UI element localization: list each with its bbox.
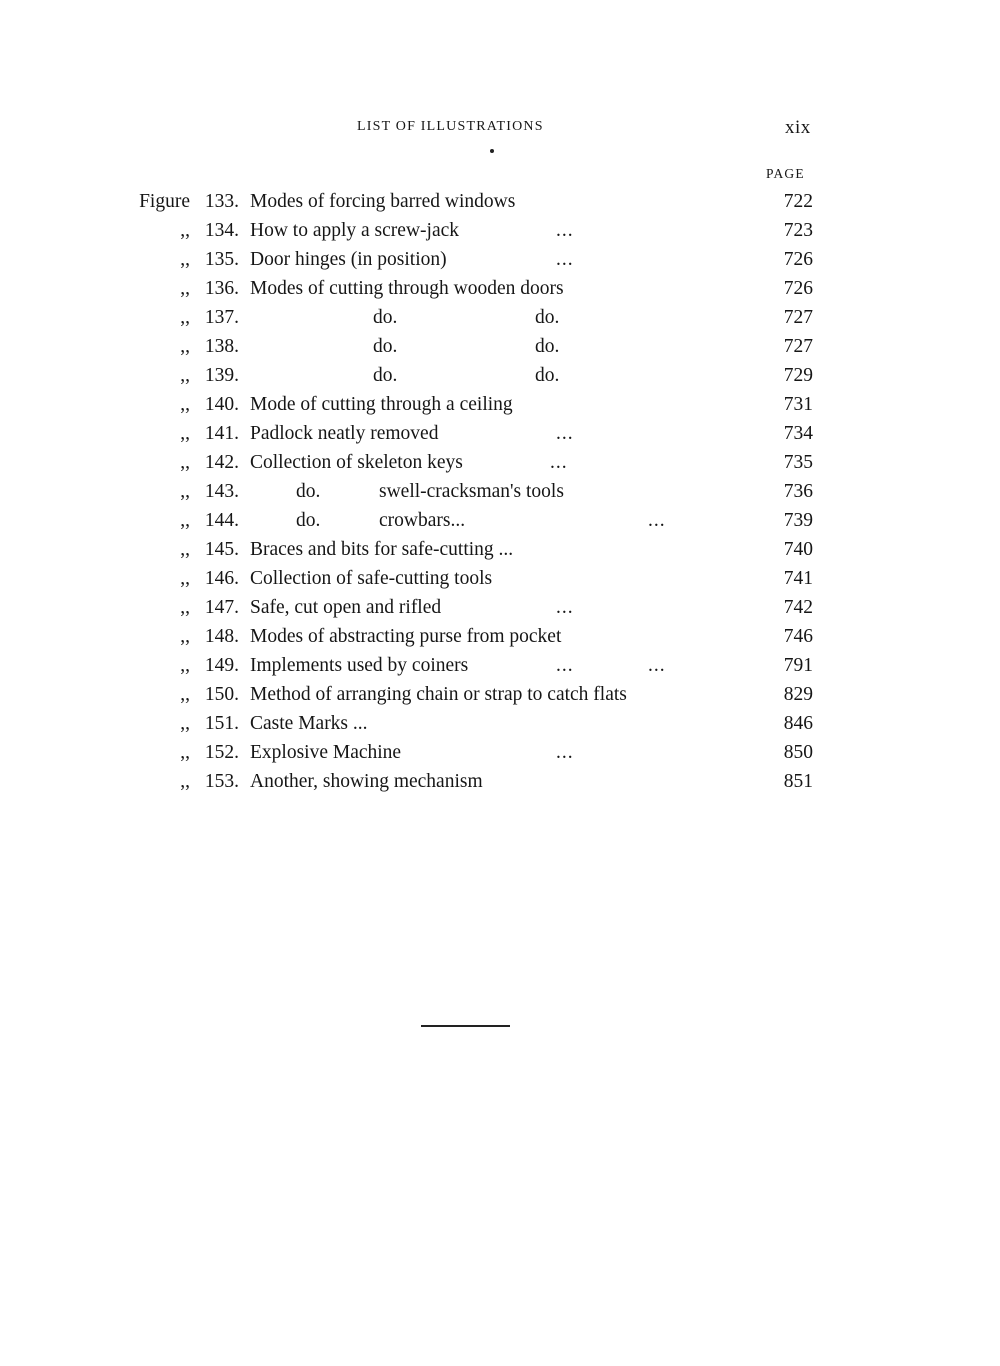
figure-prefix: ,, <box>180 365 190 386</box>
figure-number: 152. <box>204 742 239 763</box>
leader-dots: ... <box>550 452 568 473</box>
figure-prefix: ,, <box>180 742 190 763</box>
list-item <box>0 593 1000 622</box>
figure-prefix: ,, <box>180 452 190 473</box>
figure-number: 147. <box>204 597 239 618</box>
figure-title: Modes of abstracting purse from pocket <box>250 626 562 647</box>
list-item <box>0 680 1000 709</box>
page-reference: 742 <box>783 597 813 618</box>
list-item <box>0 303 1000 332</box>
figure-title: Padlock neatly removed <box>250 423 439 444</box>
figure-prefix: ,, <box>180 568 190 589</box>
figure-number: 138. <box>204 336 239 357</box>
figure-prefix: ,, <box>180 278 190 299</box>
figure-title: Modes of forcing barred windows <box>250 191 516 212</box>
figure-prefix: ,, <box>180 626 190 647</box>
figure-prefix: ,, <box>180 336 190 357</box>
list-item <box>0 245 1000 274</box>
figure-number: 149. <box>204 655 239 676</box>
figure-number: 140. <box>204 394 239 415</box>
ditto-mark: do. <box>296 481 321 502</box>
page-reference: 846 <box>783 713 813 734</box>
figure-title: Safe, cut open and rifled <box>250 597 442 618</box>
leader-dots: ... <box>556 220 574 241</box>
ditto-mark: do. <box>535 365 560 386</box>
figure-number: 139. <box>204 365 239 386</box>
leader-dots: ... <box>648 655 666 676</box>
figure-number: 148. <box>204 626 239 647</box>
figure-number: 134. <box>204 220 239 241</box>
figure-number: 151. <box>204 713 239 734</box>
figure-number: 150. <box>204 684 239 705</box>
list-item <box>0 709 1000 738</box>
list-item <box>0 535 1000 564</box>
page-reference: 850 <box>783 742 813 763</box>
leader-dots: ... <box>556 423 574 444</box>
page-reference: 791 <box>783 655 813 676</box>
figure-prefix: ,, <box>180 307 190 328</box>
figure-title: Collection of safe-cutting tools <box>250 568 493 589</box>
list-item <box>0 448 1000 477</box>
figure-title: Collection of skeleton keys <box>250 452 463 473</box>
ditto-mark: do. <box>373 307 398 328</box>
ditto-mark: do. <box>373 365 398 386</box>
list-item <box>0 738 1000 767</box>
figure-title: How to apply a screw-jack <box>250 220 460 241</box>
figure-prefix: ,, <box>180 249 190 270</box>
page-reference: 736 <box>783 481 813 502</box>
page-reference: 739 <box>783 510 813 531</box>
figure-title: Another, showing mechanism <box>250 771 483 792</box>
printer-mark <box>490 149 494 153</box>
running-title: LIST OF ILLUSTRATIONS <box>357 119 544 134</box>
leader-dots: ... <box>648 510 666 531</box>
page-number: xix <box>785 117 811 138</box>
figure-title: Method of arranging chain or strap to catch flats <box>250 684 627 705</box>
list-item <box>0 622 1000 651</box>
ditto-mark: do. <box>296 510 321 531</box>
figure-number: 137. <box>204 307 239 328</box>
figure-prefix: ,, <box>180 771 190 792</box>
figure-title: Mode of cutting through a ceiling <box>250 394 513 415</box>
figure-title: Modes of cutting through wooden doors <box>250 278 564 299</box>
page-reference: 727 <box>783 336 813 357</box>
figure-prefix: ,, <box>180 481 190 502</box>
page-reference: 726 <box>783 278 813 299</box>
illustrations-list <box>0 187 1000 796</box>
figure-number: 146. <box>204 568 239 589</box>
list-item <box>0 216 1000 245</box>
page-reference: 829 <box>783 684 813 705</box>
page-reference: 741 <box>783 568 813 589</box>
leader-dots: ... <box>556 597 574 618</box>
figure-prefix: ,, <box>180 713 190 734</box>
leader-dots: ... <box>556 249 574 270</box>
figure-title: Braces and bits for safe-cutting ... <box>250 539 514 560</box>
figure-subtitle: swell-cracksman's tools <box>379 481 564 502</box>
figure-number: 141. <box>204 423 239 444</box>
list-item <box>0 767 1000 796</box>
figure-title: Door hinges (in position) <box>250 249 447 270</box>
page-reference: 731 <box>783 394 813 415</box>
figure-number: 135. <box>204 249 239 270</box>
figure-prefix: ,, <box>180 423 190 444</box>
figure-title: Explosive Machine <box>250 742 402 763</box>
list-item <box>0 187 1000 216</box>
figure-prefix: ,, <box>180 597 190 618</box>
figure-prefix: Figure <box>139 191 190 212</box>
list-item <box>0 506 1000 535</box>
page-reference: 746 <box>783 626 813 647</box>
list-item <box>0 361 1000 390</box>
figure-prefix: ,, <box>180 684 190 705</box>
ditto-mark: do. <box>535 307 560 328</box>
list-item <box>0 651 1000 680</box>
page-reference: 735 <box>783 452 813 473</box>
figure-number: 144. <box>204 510 239 531</box>
figure-title: Implements used by coiners <box>250 655 469 676</box>
figure-number: 153. <box>204 771 239 792</box>
figure-number: 142. <box>204 452 239 473</box>
leader-dots: ... <box>556 655 574 676</box>
ditto-mark: do. <box>373 336 398 357</box>
page-reference: 734 <box>783 423 813 444</box>
figure-prefix: ,, <box>180 655 190 676</box>
page-reference: 727 <box>783 307 813 328</box>
list-item <box>0 477 1000 506</box>
running-header <box>0 119 1000 139</box>
ditto-mark: do. <box>535 336 560 357</box>
figure-number: 136. <box>204 278 239 299</box>
list-item <box>0 419 1000 448</box>
figure-title: Caste Marks ... <box>250 713 368 734</box>
closing-rule <box>421 1025 510 1027</box>
page-reference: 851 <box>783 771 813 792</box>
figure-prefix: ,, <box>180 220 190 241</box>
list-item <box>0 332 1000 361</box>
figure-prefix: ,, <box>180 510 190 531</box>
figure-prefix: ,, <box>180 539 190 560</box>
leader-dots: ... <box>556 742 574 763</box>
page-column-label: PAGE <box>766 166 805 181</box>
page-reference: 726 <box>783 249 813 270</box>
figure-number: 145. <box>204 539 239 560</box>
figure-prefix: ,, <box>180 394 190 415</box>
page-reference: 722 <box>783 191 813 212</box>
page-reference: 740 <box>783 539 813 560</box>
figure-subtitle: crowbars... <box>379 510 466 531</box>
figure-number: 133. <box>204 191 239 212</box>
page-reference: 723 <box>783 220 813 241</box>
list-item <box>0 564 1000 593</box>
page-reference: 729 <box>783 365 813 386</box>
list-item <box>0 390 1000 419</box>
list-item <box>0 274 1000 303</box>
figure-number: 143. <box>204 481 239 502</box>
